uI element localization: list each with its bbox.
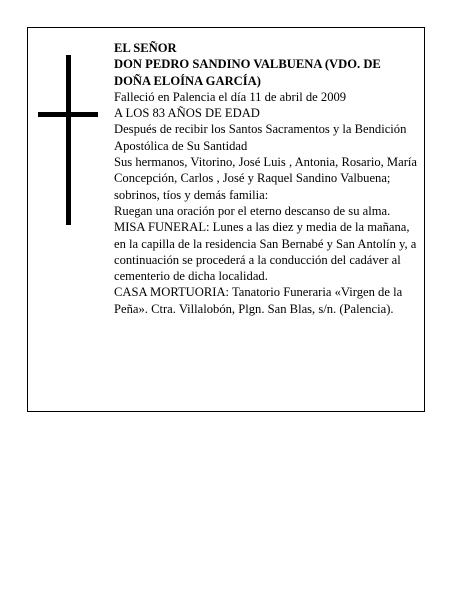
death-info: Falleció en Palencia el día 11 de abril de 2009 (114, 89, 347, 104)
funeral-home-info: CASA MORTUORIA: Tanatorio Funeraria «Virgen de la Peña». Ctra. Villalobón, Plgn. San Blas, s/n. (Palencia). (114, 285, 403, 316)
prayer-request: Ruegan una oración por el eterno descanso de su alma. (114, 203, 391, 218)
family-list: Sus hermanos, Vitorino, José Luis , Antonia, Rosario, María Concepción, Carlos , José y Raquel Sandino Valbuena; sobrinos, tíos y demás familia: (114, 155, 417, 202)
obituary-notice (27, 27, 425, 412)
cross-vertical-bar (66, 55, 71, 225)
cross-icon (38, 55, 98, 225)
funeral-mass-info: MISA FUNERAL: Lunes a las diez y media de la mañana, en la capilla de la residencia San Bernabé y San Antolín y, a continuación se procederá a la conducción del cadáver al cementerio de dicha localidad. (114, 220, 417, 284)
cross-horizontal-bar (38, 112, 98, 117)
deceased-title: EL SEÑOR (114, 41, 177, 55)
obituary-text (114, 40, 419, 317)
age-line: A LOS 83 AÑOS DE EDAD (114, 106, 260, 121)
deceased-name: DON PEDRO SANDINO VALBUENA (VDO. DE DOÑA ELOÍNA GARCÍA) (114, 57, 381, 88)
sacraments-line: Después de recibir los Santos Sacramentos y la Bendición Apostólica de Su Santidad (114, 122, 407, 153)
